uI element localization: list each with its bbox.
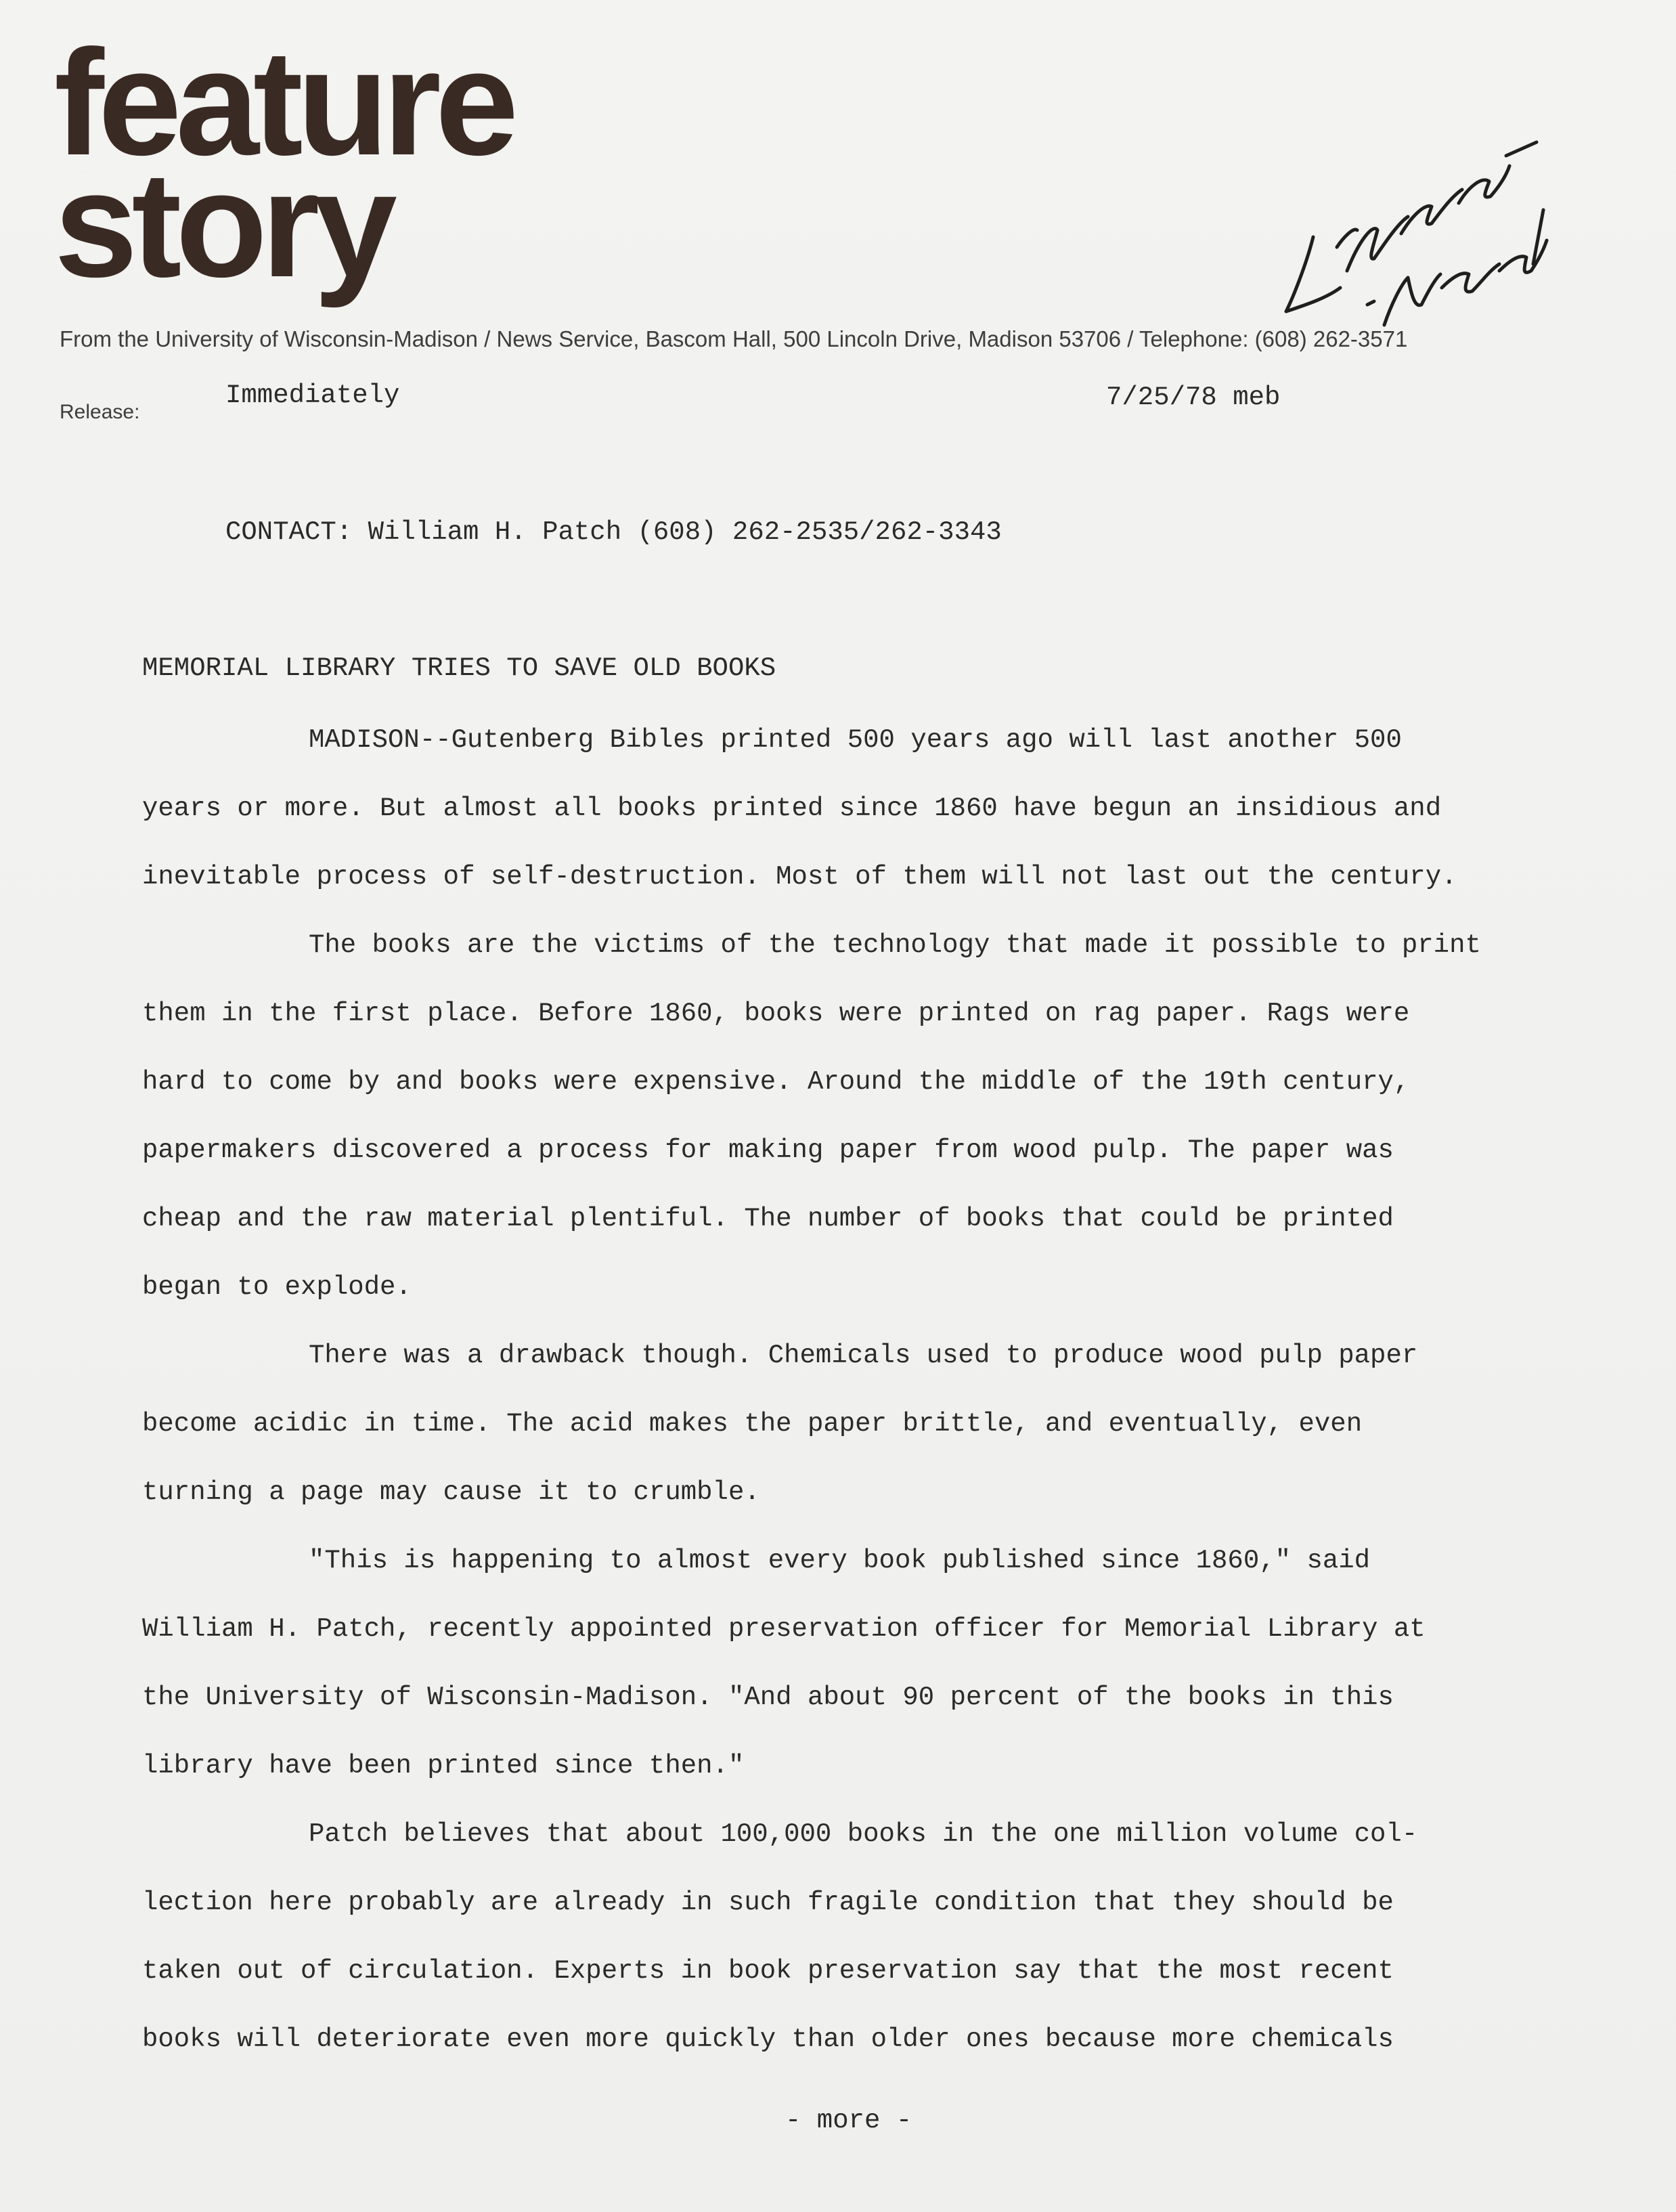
- body-line: library have been printed since then.": [142, 1751, 745, 1781]
- body-line: them in the first place. Before 1860, books were printed on rag paper. Rags were: [142, 999, 1410, 1028]
- masthead-line-feature: feature: [54, 19, 513, 187]
- release-date: 7/25/78 meb: [1106, 383, 1281, 412]
- body-line: MADISON--Gutenberg Bibles printed 500 years ago will last another 500: [309, 725, 1402, 755]
- handwritten-annotation: [1266, 102, 1550, 345]
- news-service-address-line: From the University of Wisconsin-Madison / News Service, Bascom Hall, 500 Lincoln Drive, Madison 53706 / Telephone: (608) 262-3571: [60, 326, 1408, 351]
- body-line: began to explode.: [142, 1272, 412, 1302]
- masthead-line-story: story: [54, 141, 391, 309]
- body-line: hard to come by and books were expensive. Around the middle of the 19th century,: [142, 1067, 1410, 1097]
- body-line: The books are the victims of the technology that made it possible to print: [309, 930, 1481, 960]
- body-line: papermakers discovered a process for making paper from wood pulp. The paper was: [142, 1135, 1394, 1165]
- body-line: inevitable process of self-destruction. Most of them will not last out the century.: [142, 862, 1457, 892]
- body-line: Patch believes that about 100,000 books in the one million volume col-: [309, 1819, 1418, 1849]
- contact-line: CONTACT: William H. Patch (608) 262-2535/262-3343: [225, 517, 1002, 547]
- body-line: lection here probably are already in such fragile condition that they should be: [142, 1888, 1394, 1917]
- story-body: [142, 722, 1591, 2089]
- body-line: "This is happening to almost every book published since 1860," said: [309, 1546, 1371, 1576]
- body-line: become acidic in time. The acid makes the paper brittle, and eventually, even: [142, 1409, 1363, 1439]
- release-label: Release:: [60, 401, 140, 423]
- masthead-logo: [54, 19, 513, 309]
- body-line: turning a page may cause it to crumble.: [142, 1477, 760, 1507]
- body-line: cheap and the raw material plentiful. The number of books that could be printed: [142, 1204, 1394, 1234]
- story-headline: MEMORIAL LIBRARY TRIES TO SAVE OLD BOOKS: [142, 653, 776, 683]
- body-line: years or more. But almost all books printed since 1860 have begun an insidious and: [142, 794, 1442, 823]
- body-line: taken out of circulation. Experts in book preservation say that the most recent: [142, 1956, 1394, 1986]
- body-line: books will deteriorate even more quickly than older ones because more chemicals: [142, 2024, 1394, 2054]
- body-line: There was a drawback though. Chemicals used to produce wood pulp paper: [309, 1341, 1418, 1370]
- release-value: Immediately: [225, 381, 400, 410]
- continued-marker: - more -: [785, 2106, 912, 2135]
- body-line: William H. Patch, recently appointed preservation officer for Memorial Library at: [142, 1614, 1426, 1644]
- body-line: the University of Wisconsin-Madison. "And about 90 percent of the books in this: [142, 1683, 1394, 1712]
